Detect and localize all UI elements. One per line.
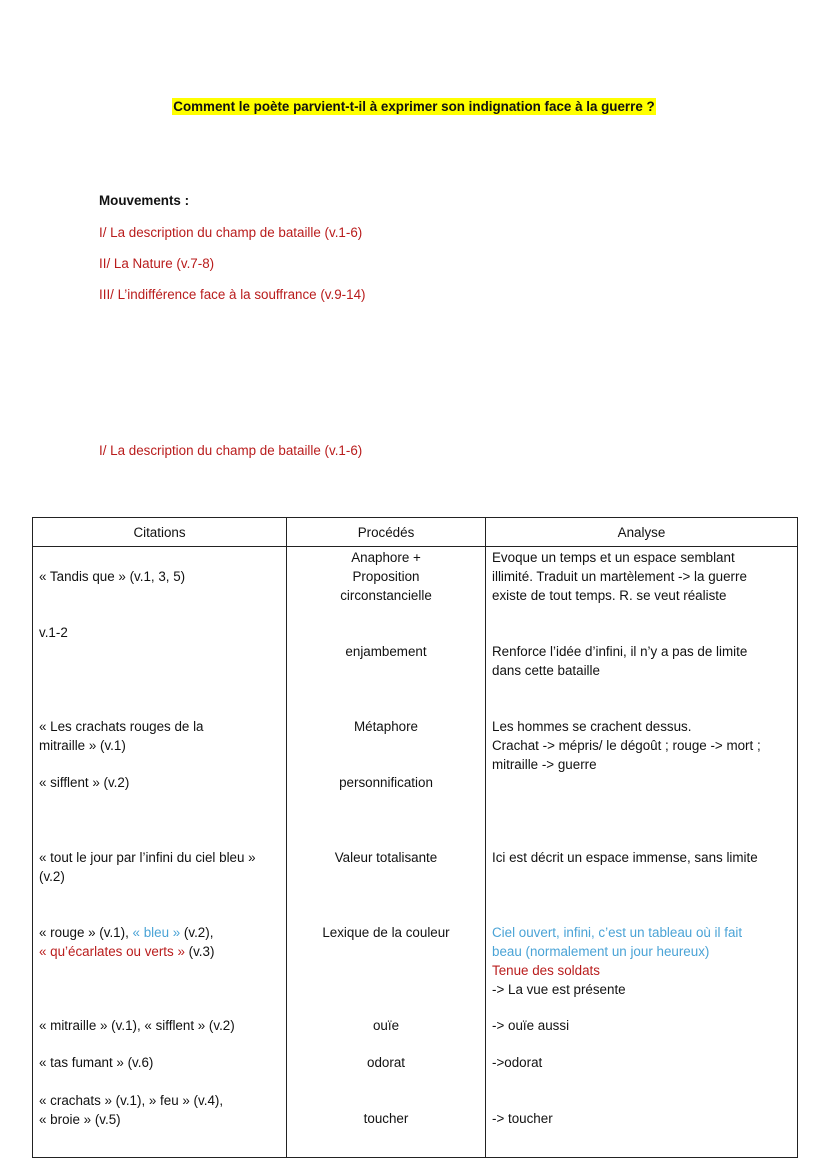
procede-odorat: odorat	[367, 1055, 405, 1070]
citation-toucher-line2: « broie » (v.5)	[39, 1112, 121, 1127]
analyse-crachat-line3: mitraille -> guerre	[492, 757, 597, 772]
mouvement-item-2: II/ La Nature (v.7-8)	[99, 256, 215, 271]
citation-ecarlates: « qu’écarlates ou verts »	[39, 944, 185, 959]
analyse-crachat-line1: Les hommes se crachent dessus.	[492, 719, 692, 734]
analyse-ciel-line1: Ciel ouvert, infini, c’est un tableau où il fait	[492, 925, 743, 940]
mouvement-item-3: III/ L’indifférence face à la souffrance (v.9-14)	[99, 287, 366, 302]
procede-anaphore	[287, 548, 485, 605]
mouvements-heading: Mouvements :	[99, 193, 190, 208]
procede-lexique-couleur: Lexique de la couleur	[322, 925, 450, 940]
analyse-toucher: -> toucher	[492, 1111, 553, 1126]
citation-couleurs	[39, 923, 284, 961]
procede-anaphore-line2: Proposition	[352, 569, 420, 584]
procede-enjambement: enjambement	[345, 644, 427, 659]
analyse-column	[486, 547, 798, 1158]
citation-tout-le-jour	[39, 848, 284, 886]
title-highlight: Comment le poète parvient-t-il à exprimer son indignation face à la guerre ?	[173, 99, 655, 114]
procede-anaphore-line3: circonstancielle	[340, 588, 432, 603]
analyse-ouie: -> ouïe aussi	[492, 1018, 570, 1033]
analyse-infini-line1: Renforce l’idée d’infini, il n’y a pas de limite	[492, 644, 748, 659]
citation-ecarlates-ref: (v.3)	[184, 944, 215, 959]
analyse-crachat	[492, 717, 792, 774]
procede-ouie: ouïe	[372, 1018, 400, 1033]
header-citations: Citations	[33, 518, 287, 547]
analyse-ciel-line2: beau (normalement un jour heureux)	[492, 944, 710, 959]
citation-couleurs-line2	[39, 942, 284, 961]
analyse-temps-espace	[492, 548, 792, 605]
procedes-column	[287, 547, 486, 1158]
analyse-temps-espace-line1: Evoque un temps et un espace semblant	[492, 550, 735, 565]
analyse-crachat-line2: Crachat -> mépris/ le dégoût ; rouge -> mort ;	[492, 738, 761, 753]
citation-tout-le-jour-line2: (v.2)	[39, 869, 65, 884]
analysis-table	[32, 517, 798, 1158]
citation-toucher	[39, 1091, 284, 1129]
header-procedes: Procédés	[287, 518, 486, 547]
citation-sifflent: « sifflent » (v.2)	[39, 775, 130, 790]
procede-anaphore-line1: Anaphore +	[351, 550, 421, 565]
citation-bleu-ref: (v.2),	[180, 925, 214, 940]
citation-tandis-que: « Tandis que » (v.1, 3, 5)	[39, 569, 186, 584]
table-header-row	[33, 518, 798, 547]
analyse-infini	[492, 642, 792, 680]
analyse-temps-espace-line3: existe de tout temps. R. se veut réaliste	[492, 588, 727, 603]
citation-mitraille-sifflent: « mitraille » (v.1), « sifflent » (v.2)	[39, 1018, 235, 1033]
table-body-row	[33, 547, 798, 1158]
analyse-couleurs	[492, 923, 792, 999]
citation-crachats-line2: mitraille » (v.1)	[39, 738, 126, 753]
citation-tas-fumant: « tas fumant » (v.6)	[39, 1055, 154, 1070]
page-title	[0, 99, 828, 114]
citation-bleu: « bleu »	[132, 925, 181, 940]
citation-rouge: « rouge » (v.1),	[39, 925, 133, 940]
citations-column	[33, 547, 287, 1158]
analyse-infini-line2: dans cette bataille	[492, 663, 600, 678]
procede-personnification: personnification	[339, 775, 433, 790]
header-analyse: Analyse	[486, 518, 798, 547]
procede-toucher: toucher	[363, 1111, 409, 1126]
citation-couleurs-line1	[39, 923, 284, 942]
section-title: I/ La description du champ de bataille (v.1-6)	[99, 443, 363, 458]
analyse-espace-immense: Ici est décrit un espace immense, sans limite	[492, 850, 758, 865]
analyse-vue-presente: -> La vue est présente	[492, 982, 626, 997]
analyse-tenue-soldats: Tenue des soldats	[492, 963, 600, 978]
citation-crachats	[39, 717, 284, 755]
procede-metaphore: Métaphore	[353, 719, 419, 734]
citation-crachats-line1: « Les crachats rouges de la	[39, 719, 204, 734]
citation-tout-le-jour-line1: « tout le jour par l’infini du ciel bleu »	[39, 850, 256, 865]
citation-toucher-line1: « crachats » (v.1), » feu » (v.4),	[39, 1093, 224, 1108]
procede-valeur-totalisante: Valeur totalisante	[334, 850, 438, 865]
analyse-temps-espace-line2: illimité. Traduit un martèlement -> la guerre	[492, 569, 747, 584]
mouvement-item-1: I/ La description du champ de bataille (v.1-6)	[99, 225, 363, 240]
analyse-odorat: ->odorat	[492, 1055, 543, 1070]
citation-v1-2: v.1-2	[39, 625, 68, 640]
